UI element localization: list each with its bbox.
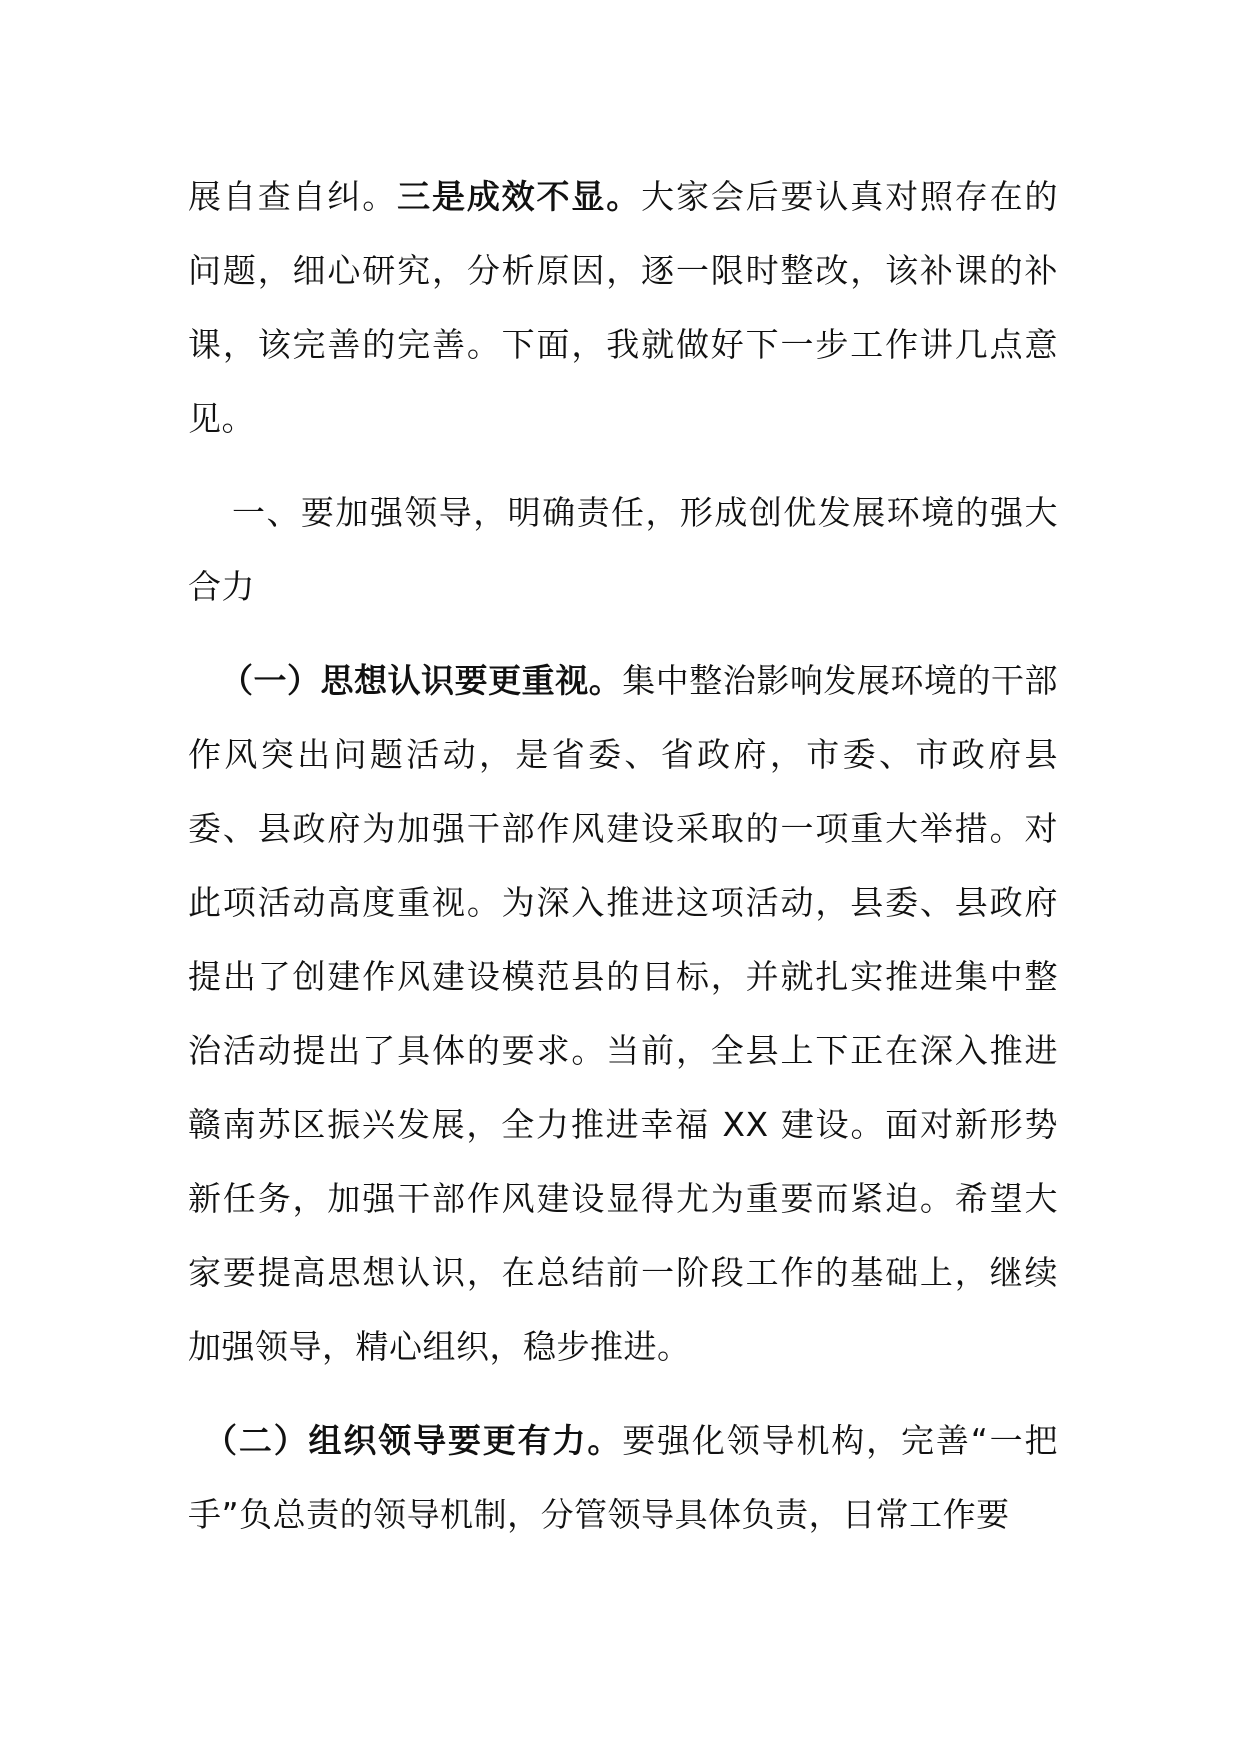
paragraph-body-text: 集中整治影响发展环境的干部作风突出问题活动，是省委、省政府，市委、市政府县委、县政府为加强干部作风建设采取的一项重大举措。对此项活动高度重视。为深入推进这项活动，县委、县政府提出了创建作风建设模范县的目标，并就扎实推进集中整治活动提出了具体的要求。当前，全县上下正在深入推进赣南苏区振兴发展，全力推进幸福 XX 建设。面对新形势新任务，加强干部作风建设显得尤为重要而紧迫。希望大家要提高思想认识，在总结前一阶段工作的基础上，继续加强领导，精心组织，稳步推进。	[188, 661, 1059, 1366]
paragraph-body-text: 大家会后要认真对照存在的问题，细心研究，分析原因，逐一限时整改，该补课的补课，该完善的完善。下面，我就做好下一步工作讲几点意见。	[188, 177, 1059, 438]
subheading-organization: （二）组织领导要更有力。	[204, 1421, 623, 1460]
subheading-thinking: （一）思想认识要更重视。	[220, 661, 623, 700]
paragraph-organization	[188, 1404, 1058, 1552]
section-heading-1: 一、要加强领导，明确责任，形成创优发展环境的强大合力	[188, 493, 1058, 606]
bold-phrase-no-results: 三是成效不显。	[397, 177, 642, 216]
paragraph-self-check	[188, 160, 1058, 456]
document-body	[188, 160, 1058, 1552]
paragraph-body-text: 要强化领导机构，完善“一把手”负总责的领导机制，分管领导具体负责，日常工作要	[188, 1421, 1058, 1534]
paragraph-thinking	[188, 644, 1058, 1384]
paragraph-lead-text: 展自查自纠。	[188, 177, 398, 216]
